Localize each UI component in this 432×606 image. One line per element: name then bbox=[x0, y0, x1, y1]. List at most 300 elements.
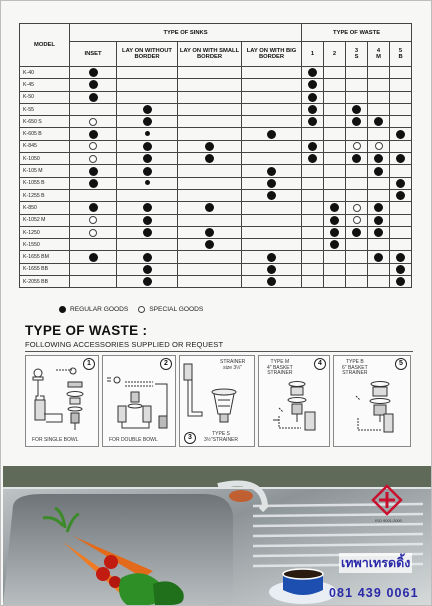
availability-cell bbox=[324, 226, 346, 238]
availability-cell bbox=[368, 239, 390, 251]
regular-goods-dot-icon bbox=[89, 253, 98, 262]
regular-goods-dot-icon bbox=[374, 253, 383, 262]
regular-goods-dot-icon bbox=[89, 130, 98, 139]
availability-cell bbox=[368, 128, 390, 140]
availability-cell bbox=[242, 91, 302, 103]
availability-cell bbox=[70, 140, 117, 152]
availability-cell bbox=[242, 79, 302, 91]
waste-section-subtitle: FOLLOWING ACCESSORIES SUPPLIED OR REQUEST bbox=[25, 340, 224, 349]
sink-col-lay-on-small-border: LAY ON WITH SMALL BORDER bbox=[178, 42, 242, 67]
availability-cell bbox=[70, 67, 117, 79]
availability-cell bbox=[324, 140, 346, 152]
availability-cell bbox=[368, 202, 390, 214]
regular-goods-dot-icon bbox=[143, 216, 152, 225]
availability-cell bbox=[178, 177, 242, 189]
availability-cell bbox=[346, 276, 368, 288]
availability-cell bbox=[70, 103, 117, 115]
availability-cell bbox=[70, 251, 117, 263]
regular-goods-dot-icon bbox=[374, 117, 383, 126]
availability-cell bbox=[368, 67, 390, 79]
availability-cell bbox=[70, 116, 117, 128]
availability-cell bbox=[242, 251, 302, 263]
regular-goods-dot-icon bbox=[205, 142, 214, 151]
availability-cell bbox=[178, 214, 242, 226]
table-row bbox=[20, 153, 412, 165]
faucet-highlight bbox=[229, 490, 253, 502]
legend-special-label: SPECIAL GOODS bbox=[149, 306, 204, 313]
availability-cell bbox=[117, 214, 178, 226]
model-cell: K-1255 B bbox=[20, 189, 70, 201]
regular-goods-dot-icon bbox=[267, 277, 276, 286]
regular-goods-dot-icon bbox=[330, 216, 339, 225]
table-row bbox=[20, 251, 412, 263]
availability-cell bbox=[117, 189, 178, 201]
regular-goods-dot-icon bbox=[267, 253, 276, 262]
availability-cell bbox=[178, 263, 242, 275]
legend-regular bbox=[59, 306, 128, 313]
panel-4-type-m-label: TYPE M 4" BASKET STRAINER bbox=[267, 359, 293, 377]
availability-cell bbox=[324, 239, 346, 251]
availability-cell bbox=[368, 79, 390, 91]
availability-cell bbox=[178, 91, 242, 103]
model-cell: K-45 bbox=[20, 79, 70, 91]
availability-cell bbox=[324, 103, 346, 115]
availability-cell bbox=[390, 239, 412, 251]
availability-cell bbox=[346, 67, 368, 79]
availability-cell bbox=[390, 140, 412, 152]
legend bbox=[59, 306, 213, 313]
availability-cell bbox=[117, 153, 178, 165]
regular-goods-dot-icon bbox=[267, 191, 276, 200]
iso-badge-text: ISO 9001:2000 bbox=[375, 518, 402, 523]
availability-cell bbox=[346, 116, 368, 128]
regular-goods-dot-icon bbox=[308, 80, 317, 89]
availability-cell bbox=[368, 165, 390, 177]
availability-cell bbox=[70, 239, 117, 251]
availability-cell bbox=[368, 177, 390, 189]
special-goods-circle-icon bbox=[353, 142, 361, 150]
special-goods-circle-icon bbox=[89, 229, 97, 237]
availability-cell bbox=[178, 153, 242, 165]
regular-goods-dot-icon bbox=[145, 131, 150, 136]
regular-goods-dot-icon bbox=[396, 253, 405, 262]
regular-goods-dot-icon bbox=[330, 203, 339, 212]
regular-goods-dot-icon bbox=[59, 306, 66, 313]
regular-goods-dot-icon bbox=[396, 154, 405, 163]
availability-cell bbox=[178, 103, 242, 115]
panel-number-2: 2 bbox=[160, 358, 172, 370]
accessory-panel-2 bbox=[102, 355, 176, 447]
model-cell: K-1052 M bbox=[20, 214, 70, 226]
availability-cell bbox=[242, 177, 302, 189]
availability-cell bbox=[302, 165, 324, 177]
availability-cell bbox=[390, 177, 412, 189]
panel-number-3: 3 bbox=[184, 432, 196, 444]
table-row bbox=[20, 128, 412, 140]
availability-cell bbox=[70, 276, 117, 288]
special-goods-circle-icon bbox=[375, 142, 383, 150]
regular-goods-dot-icon bbox=[352, 228, 361, 237]
special-goods-circle-icon bbox=[353, 216, 361, 224]
availability-cell bbox=[324, 165, 346, 177]
waste-header: TYPE OF WASTE bbox=[302, 24, 412, 42]
sinks-header: TYPE OF SINKS bbox=[70, 24, 302, 42]
availability-cell bbox=[390, 165, 412, 177]
availability-cell bbox=[242, 202, 302, 214]
availability-cell bbox=[324, 91, 346, 103]
availability-cell bbox=[70, 177, 117, 189]
regular-goods-dot-icon bbox=[267, 179, 276, 188]
model-cell: K-650 S bbox=[20, 116, 70, 128]
model-header: MODEL bbox=[20, 24, 70, 67]
availability-cell bbox=[70, 91, 117, 103]
section-divider bbox=[25, 351, 413, 352]
availability-cell bbox=[390, 103, 412, 115]
availability-cell bbox=[117, 67, 178, 79]
availability-cell bbox=[346, 263, 368, 275]
availability-cell bbox=[346, 79, 368, 91]
availability-cell bbox=[302, 276, 324, 288]
panel-number-4: 4 bbox=[314, 358, 326, 370]
table-row bbox=[20, 177, 412, 189]
table-row bbox=[20, 116, 412, 128]
table-row bbox=[20, 79, 412, 91]
availability-cell bbox=[117, 226, 178, 238]
table-row bbox=[20, 103, 412, 115]
availability-cell bbox=[70, 263, 117, 275]
regular-goods-dot-icon bbox=[205, 203, 214, 212]
regular-goods-dot-icon bbox=[143, 265, 152, 274]
regular-goods-dot-icon bbox=[89, 93, 98, 102]
availability-cell bbox=[390, 276, 412, 288]
availability-cell bbox=[390, 214, 412, 226]
availability-cell bbox=[302, 103, 324, 115]
availability-cell bbox=[390, 128, 412, 140]
table-body bbox=[20, 67, 412, 288]
special-goods-circle-icon bbox=[138, 306, 145, 313]
accessory-panel-3 bbox=[179, 355, 255, 447]
availability-cell bbox=[346, 202, 368, 214]
availability-cell bbox=[70, 226, 117, 238]
table-row bbox=[20, 276, 412, 288]
sink-col-inset: INSET bbox=[70, 42, 117, 67]
sink-scene-illustration bbox=[3, 466, 431, 605]
availability-cell bbox=[324, 79, 346, 91]
panel-3-type-s-label: TYPE S 3½"STRAINER bbox=[204, 431, 239, 443]
regular-goods-dot-icon bbox=[145, 180, 150, 185]
availability-cell bbox=[302, 226, 324, 238]
regular-goods-dot-icon bbox=[267, 167, 276, 176]
model-cell: K-55 bbox=[20, 103, 70, 115]
availability-cell bbox=[390, 91, 412, 103]
panel-number-1: 1 bbox=[83, 358, 95, 370]
availability-cell bbox=[70, 189, 117, 201]
availability-cell bbox=[390, 67, 412, 79]
availability-cell bbox=[117, 202, 178, 214]
availability-cell bbox=[390, 79, 412, 91]
availability-cell bbox=[346, 165, 368, 177]
regular-goods-dot-icon bbox=[143, 228, 152, 237]
availability-cell bbox=[242, 214, 302, 226]
special-goods-circle-icon bbox=[89, 216, 97, 224]
availability-cell bbox=[302, 251, 324, 263]
special-goods-circle-icon bbox=[89, 155, 97, 163]
availability-cell bbox=[70, 202, 117, 214]
availability-cell bbox=[242, 239, 302, 251]
availability-cell bbox=[368, 103, 390, 115]
availability-cell bbox=[302, 67, 324, 79]
availability-cell bbox=[117, 276, 178, 288]
availability-cell bbox=[242, 276, 302, 288]
regular-goods-dot-icon bbox=[143, 203, 152, 212]
availability-cell bbox=[178, 67, 242, 79]
availability-cell bbox=[346, 177, 368, 189]
panel-caption-single-bowl: FOR SINGLE BOWL bbox=[32, 437, 79, 443]
availability-cell bbox=[178, 79, 242, 91]
availability-cell bbox=[368, 91, 390, 103]
availability-cell bbox=[178, 276, 242, 288]
availability-cell bbox=[178, 251, 242, 263]
regular-goods-dot-icon bbox=[396, 277, 405, 286]
table-row bbox=[20, 189, 412, 201]
waste-col-5: 5 B bbox=[390, 42, 412, 67]
regular-goods-dot-icon bbox=[308, 93, 317, 102]
availability-cell bbox=[324, 177, 346, 189]
waste-col-1: 1 bbox=[302, 42, 324, 67]
regular-goods-dot-icon bbox=[89, 203, 98, 212]
regular-goods-dot-icon bbox=[374, 228, 383, 237]
availability-cell bbox=[70, 153, 117, 165]
availability-cell bbox=[302, 79, 324, 91]
phone-number: 081 439 0061 bbox=[329, 586, 419, 600]
availability-cell bbox=[324, 128, 346, 140]
waste-section-title: TYPE OF WASTE : bbox=[25, 323, 148, 338]
availability-cell bbox=[346, 251, 368, 263]
regular-goods-dot-icon bbox=[374, 167, 383, 176]
availability-cell bbox=[390, 263, 412, 275]
availability-cell bbox=[178, 140, 242, 152]
model-cell: K-1250 bbox=[20, 226, 70, 238]
availability-cell bbox=[242, 128, 302, 140]
availability-cell bbox=[302, 128, 324, 140]
special-goods-circle-icon bbox=[89, 118, 97, 126]
table-row bbox=[20, 226, 412, 238]
availability-cell bbox=[302, 140, 324, 152]
regular-goods-dot-icon bbox=[308, 142, 317, 151]
model-cell: K-1655 BM bbox=[20, 251, 70, 263]
availability-cell bbox=[242, 189, 302, 201]
availability-cell bbox=[368, 276, 390, 288]
panel-caption-double-bowl: FOR DOUBLE BOWL bbox=[109, 437, 158, 443]
sink-col-lay-on-without-border: LAY ON WITHOUT BORDER bbox=[117, 42, 178, 67]
regular-goods-dot-icon bbox=[89, 179, 98, 188]
availability-cell bbox=[346, 128, 368, 140]
availability-cell bbox=[70, 128, 117, 140]
availability-cell bbox=[346, 103, 368, 115]
availability-cell bbox=[346, 153, 368, 165]
accessory-panel-1 bbox=[25, 355, 99, 447]
availability-cell bbox=[242, 140, 302, 152]
regular-goods-dot-icon bbox=[352, 117, 361, 126]
availability-cell bbox=[302, 177, 324, 189]
legend-regular-label: REGULAR GOODS bbox=[70, 306, 129, 313]
regular-goods-dot-icon bbox=[352, 154, 361, 163]
availability-cell bbox=[368, 226, 390, 238]
regular-goods-dot-icon bbox=[374, 154, 383, 163]
availability-cell bbox=[302, 153, 324, 165]
regular-goods-dot-icon bbox=[267, 265, 276, 274]
regular-goods-dot-icon bbox=[89, 68, 98, 77]
availability-cell bbox=[324, 116, 346, 128]
availability-cell bbox=[117, 251, 178, 263]
table-row bbox=[20, 202, 412, 214]
availability-cell bbox=[178, 202, 242, 214]
availability-cell bbox=[302, 263, 324, 275]
availability-cell bbox=[302, 214, 324, 226]
availability-cell bbox=[346, 226, 368, 238]
availability-cell bbox=[70, 214, 117, 226]
availability-cell bbox=[302, 91, 324, 103]
regular-goods-dot-icon bbox=[396, 191, 405, 200]
regular-goods-dot-icon bbox=[143, 117, 152, 126]
availability-cell bbox=[368, 116, 390, 128]
availability-cell bbox=[178, 116, 242, 128]
table-row bbox=[20, 214, 412, 226]
availability-cell bbox=[324, 189, 346, 201]
table-row bbox=[20, 239, 412, 251]
sink-col-lay-on-big-border: LAY ON WITH BIG BORDER bbox=[242, 42, 302, 67]
availability-cell bbox=[117, 263, 178, 275]
regular-goods-dot-icon bbox=[143, 154, 152, 163]
regular-goods-dot-icon bbox=[374, 216, 383, 225]
table-row bbox=[20, 165, 412, 177]
availability-cell bbox=[324, 214, 346, 226]
availability-cell bbox=[390, 226, 412, 238]
availability-cell bbox=[70, 79, 117, 91]
availability-cell bbox=[324, 263, 346, 275]
availability-cell bbox=[368, 189, 390, 201]
regular-goods-dot-icon bbox=[267, 130, 276, 139]
availability-cell bbox=[242, 103, 302, 115]
availability-cell bbox=[346, 91, 368, 103]
availability-cell bbox=[390, 202, 412, 214]
availability-cell bbox=[242, 67, 302, 79]
regular-goods-dot-icon bbox=[143, 277, 152, 286]
availability-cell bbox=[178, 128, 242, 140]
regular-goods-dot-icon bbox=[143, 167, 152, 176]
waste-col-4: 4 M bbox=[368, 42, 390, 67]
availability-cell bbox=[117, 239, 178, 251]
availability-cell bbox=[117, 140, 178, 152]
availability-cell bbox=[346, 214, 368, 226]
availability-cell bbox=[368, 251, 390, 263]
availability-cell bbox=[242, 116, 302, 128]
regular-goods-dot-icon bbox=[308, 154, 317, 163]
regular-goods-dot-icon bbox=[308, 68, 317, 77]
table-row bbox=[20, 67, 412, 79]
availability-cell bbox=[302, 116, 324, 128]
availability-cell bbox=[117, 128, 178, 140]
model-cell: K-50 bbox=[20, 91, 70, 103]
regular-goods-dot-icon bbox=[205, 240, 214, 249]
availability-cell bbox=[346, 189, 368, 201]
availability-cell bbox=[302, 239, 324, 251]
availability-cell bbox=[368, 153, 390, 165]
availability-cell bbox=[324, 251, 346, 263]
availability-cell bbox=[117, 116, 178, 128]
regular-goods-dot-icon bbox=[352, 105, 361, 114]
regular-goods-dot-icon bbox=[143, 142, 152, 151]
model-cell: K-40 bbox=[20, 67, 70, 79]
availability-cell bbox=[242, 263, 302, 275]
model-cell: K-1055 B bbox=[20, 177, 70, 189]
regular-goods-dot-icon bbox=[330, 240, 339, 249]
availability-cell bbox=[117, 165, 178, 177]
availability-cell bbox=[302, 202, 324, 214]
model-cell: K-850 bbox=[20, 202, 70, 214]
model-cell: K-105 M bbox=[20, 165, 70, 177]
table-row bbox=[20, 263, 412, 275]
availability-cell bbox=[324, 67, 346, 79]
model-cell: K-2055 BB bbox=[20, 276, 70, 288]
kitchen-sink-photo bbox=[3, 466, 431, 605]
availability-cell bbox=[117, 79, 178, 91]
accessory-panel-4 bbox=[258, 355, 330, 447]
model-cell: K-1655 BB bbox=[20, 263, 70, 275]
regular-goods-dot-icon bbox=[89, 80, 98, 89]
regular-goods-dot-icon bbox=[396, 130, 405, 139]
regular-goods-dot-icon bbox=[143, 253, 152, 262]
special-goods-circle-icon bbox=[353, 204, 361, 212]
panel-number-5: 5 bbox=[395, 358, 407, 370]
special-goods-circle-icon bbox=[89, 142, 97, 150]
availability-cell bbox=[368, 214, 390, 226]
availability-cell bbox=[178, 226, 242, 238]
availability-cell bbox=[242, 153, 302, 165]
panel-5-type-b-label: TYPE B 6" BASKET STRAINER bbox=[342, 359, 368, 377]
availability-cell bbox=[70, 165, 117, 177]
regular-goods-dot-icon bbox=[396, 179, 405, 188]
model-cell: K-1550 bbox=[20, 239, 70, 251]
regular-goods-dot-icon bbox=[205, 154, 214, 163]
availability-cell bbox=[117, 103, 178, 115]
availability-cell bbox=[368, 140, 390, 152]
table-row bbox=[20, 140, 412, 152]
availability-cell bbox=[178, 189, 242, 201]
availability-cell bbox=[178, 239, 242, 251]
regular-goods-dot-icon bbox=[205, 228, 214, 237]
sink-waste-matrix bbox=[19, 23, 412, 288]
legend-special bbox=[138, 306, 203, 313]
accessory-panel-5 bbox=[333, 355, 411, 447]
availability-cell bbox=[368, 263, 390, 275]
availability-cell bbox=[117, 91, 178, 103]
regular-goods-dot-icon bbox=[308, 117, 317, 126]
regular-goods-dot-icon bbox=[396, 265, 405, 274]
regular-goods-dot-icon bbox=[330, 228, 339, 237]
regular-goods-dot-icon bbox=[374, 203, 383, 212]
table-row bbox=[20, 91, 412, 103]
availability-cell bbox=[242, 226, 302, 238]
model-cell: K-605 B bbox=[20, 128, 70, 140]
availability-cell bbox=[324, 153, 346, 165]
model-cell: K-1050 bbox=[20, 153, 70, 165]
panel-3-strainer-label: STRAINER size 3½" bbox=[220, 359, 246, 371]
table-header-group-row bbox=[20, 24, 412, 42]
availability-cell bbox=[302, 189, 324, 201]
availability-cell bbox=[346, 239, 368, 251]
availability-cell bbox=[117, 177, 178, 189]
